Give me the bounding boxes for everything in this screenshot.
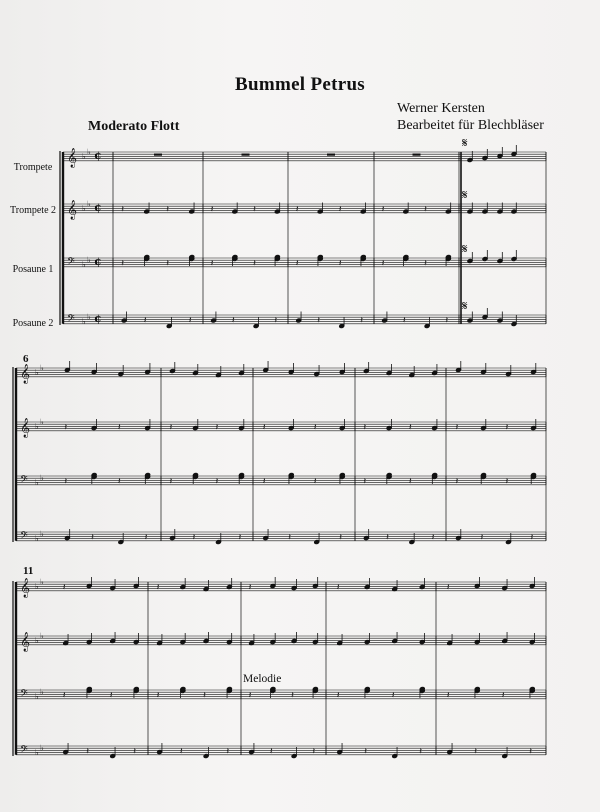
half-rest <box>154 154 162 156</box>
bass-clef-icon: 𝄢 <box>20 529 28 544</box>
quarter-rest-icon: 𝄽 <box>144 533 148 543</box>
quarter-rest-icon: 𝄽 <box>231 316 235 326</box>
quarter-rest-icon: 𝄽 <box>391 691 395 701</box>
flat-icon: ♭ <box>35 581 39 591</box>
quarter-rest-icon: 𝄽 <box>121 205 125 215</box>
quarter-rest-icon: 𝄽 <box>338 259 342 269</box>
flat-icon: ♭ <box>35 367 39 377</box>
half-rest <box>327 154 335 156</box>
measure-number-11: 11 <box>23 565 34 577</box>
quarter-rest-icon: 𝄽 <box>117 423 121 433</box>
quarter-rest-icon: 𝄽 <box>419 747 423 757</box>
quarter-rest-icon: 𝄽 <box>360 316 364 326</box>
flat-icon: ♭ <box>35 635 39 645</box>
quarter-rest-icon: 𝄽 <box>248 583 252 593</box>
quarter-rest-icon: 𝄽 <box>166 205 170 215</box>
quarter-rest-icon: 𝄽 <box>192 533 196 543</box>
common-time-icon: ¢ <box>94 201 102 214</box>
quarter-rest-icon: 𝄽 <box>91 533 94 543</box>
half-rest <box>413 154 421 156</box>
quarter-rest-icon: 𝄽 <box>166 259 170 269</box>
quarter-rest-icon: 𝄽 <box>505 477 509 487</box>
quarter-rest-icon: 𝄽 <box>445 316 449 326</box>
quarter-rest-icon: 𝄽 <box>133 747 137 757</box>
quarter-rest-icon: 𝄽 <box>269 747 273 757</box>
flat-icon: ♭ <box>35 421 39 431</box>
flat-icon: ♭ <box>35 692 39 702</box>
treble-clef-icon: 𝄞 <box>20 578 31 598</box>
segno-icon: 𝄋 <box>462 242 468 257</box>
flat-icon: ♭ <box>40 631 44 641</box>
quarter-rest-icon: 𝄽 <box>363 477 367 487</box>
quarter-rest-icon: 𝄽 <box>529 747 533 757</box>
quarter-rest-icon: 𝄽 <box>424 205 427 215</box>
flat-icon: ♭ <box>87 312 91 322</box>
quarter-rest-icon: 𝄽 <box>169 423 173 433</box>
quarter-rest-icon: 𝄽 <box>381 259 385 269</box>
common-time-icon: ¢ <box>94 255 102 268</box>
quarter-rest-icon: 𝄽 <box>86 747 90 757</box>
quarter-rest-icon: 𝄽 <box>109 691 113 701</box>
flat-icon: ♭ <box>82 260 86 270</box>
quarter-rest-icon: 𝄽 <box>336 691 340 701</box>
quarter-rest-icon: 𝄽 <box>455 423 459 433</box>
quarter-rest-icon: 𝄽 <box>64 477 68 487</box>
quarter-rest-icon: 𝄽 <box>312 747 316 757</box>
bass-clef-icon: 𝄢 <box>20 687 28 702</box>
segno-icon: 𝄋 <box>462 136 468 151</box>
flat-icon: ♭ <box>35 748 39 758</box>
quarter-rest-icon: 𝄽 <box>408 477 412 487</box>
flat-icon: ♭ <box>35 478 39 488</box>
quarter-rest-icon: 𝄽 <box>505 423 509 433</box>
treble-clef-icon: 𝄞 <box>67 148 78 168</box>
piece-title: Bummel Petrus <box>234 74 366 95</box>
quarter-rest-icon: 𝄽 <box>288 533 292 543</box>
flat-icon: ♭ <box>40 687 44 697</box>
quarter-rest-icon: 𝄽 <box>188 316 192 326</box>
quarter-rest-icon: 𝄽 <box>424 259 427 269</box>
quarter-rest-icon: 𝄽 <box>156 691 160 701</box>
quarter-rest-icon: 𝄽 <box>313 423 317 433</box>
bass-clef-icon: 𝄢 <box>67 255 75 270</box>
instrument-label-trompete: Trompete <box>13 162 53 173</box>
flat-icon: ♭ <box>40 417 44 427</box>
arrangement-note: Bearbeitet für Blechbläser <box>397 118 544 133</box>
quarter-rest-icon: 𝄽 <box>386 533 389 543</box>
composer-name: Werner Kersten <box>397 101 485 116</box>
half-rest <box>242 154 250 156</box>
flat-icon: ♭ <box>40 473 44 483</box>
measure-number-6: 6 <box>23 353 29 365</box>
quarter-rest-icon: 𝄽 <box>364 747 368 757</box>
quarter-rest-icon: 𝄽 <box>62 691 66 701</box>
treble-clef-icon: 𝄞 <box>20 632 31 652</box>
melodie-annotation: Melodie <box>243 673 282 685</box>
quarter-rest-icon: 𝄽 <box>156 583 160 593</box>
quarter-rest-icon: 𝄽 <box>226 747 230 757</box>
quarter-rest-icon: 𝄽 <box>248 691 252 701</box>
quarter-rest-icon: 𝄽 <box>117 477 121 487</box>
common-time-icon: ¢ <box>94 312 102 325</box>
treble-clef-icon: 𝄞 <box>20 364 31 384</box>
quarter-rest-icon: 𝄽 <box>480 533 484 543</box>
quarter-rest-icon: 𝄽 <box>253 259 256 269</box>
flat-icon: ♭ <box>40 363 44 373</box>
flat-icon: ♭ <box>40 577 44 587</box>
quarter-rest-icon: 𝄽 <box>291 691 294 701</box>
quarter-rest-icon: 𝄽 <box>143 316 147 326</box>
quarter-rest-icon: 𝄽 <box>274 316 278 326</box>
quarter-rest-icon: 𝄽 <box>455 477 459 487</box>
treble-clef-icon: 𝄞 <box>20 418 31 438</box>
quarter-rest-icon: 𝄽 <box>262 477 266 487</box>
instrument-label-posaune-2: Posaune 2 <box>12 318 54 329</box>
segno-icon: 𝄋 <box>462 299 468 314</box>
bass-clef-icon: 𝄢 <box>20 473 28 488</box>
quarter-rest-icon: 𝄽 <box>530 533 534 543</box>
quarter-rest-icon: 𝄽 <box>431 533 435 543</box>
bass-clef-icon: 𝄢 <box>20 743 28 758</box>
quarter-rest-icon: 𝄽 <box>253 205 256 215</box>
quarter-rest-icon: 𝄽 <box>203 691 206 701</box>
quarter-rest-icon: 𝄽 <box>179 747 183 757</box>
quarter-rest-icon: 𝄽 <box>363 423 367 433</box>
quarter-rest-icon: 𝄽 <box>215 477 219 487</box>
quarter-rest-icon: 𝄽 <box>317 316 321 326</box>
common-time-icon: ¢ <box>94 149 102 162</box>
quarter-rest-icon: 𝄽 <box>402 316 406 326</box>
quarter-rest-icon: 𝄽 <box>121 259 125 269</box>
flat-icon: ♭ <box>82 151 86 161</box>
quarter-rest-icon: 𝄽 <box>474 747 478 757</box>
segno-icon: 𝄋 <box>462 188 468 203</box>
flat-icon: ♭ <box>87 147 91 157</box>
quarter-rest-icon: 𝄽 <box>210 259 214 269</box>
flat-icon: ♭ <box>82 317 86 327</box>
quarter-rest-icon: 𝄽 <box>381 205 385 215</box>
quarter-rest-icon: 𝄽 <box>215 423 219 433</box>
quarter-rest-icon: 𝄽 <box>238 533 242 543</box>
flat-icon: ♭ <box>35 534 39 544</box>
quarter-rest-icon: 𝄽 <box>446 583 450 593</box>
flat-icon: ♭ <box>40 743 44 753</box>
quarter-rest-icon: 𝄽 <box>408 423 412 433</box>
quarter-rest-icon: 𝄽 <box>62 583 66 593</box>
quarter-rest-icon: 𝄽 <box>295 259 299 269</box>
quarter-rest-icon: 𝄽 <box>313 477 317 487</box>
quarter-rest-icon: 𝄽 <box>336 583 340 593</box>
quarter-rest-icon: 𝄽 <box>262 423 266 433</box>
quarter-rest-icon: 𝄽 <box>64 423 68 433</box>
quarter-rest-icon: 𝄽 <box>210 205 214 215</box>
instrument-label-trompete-2: Trompete 2 <box>9 205 57 216</box>
instrument-label-posaune-1: Posaune 1 <box>12 264 54 275</box>
flat-icon: ♭ <box>87 255 91 265</box>
bass-clef-icon: 𝄢 <box>67 312 75 327</box>
flat-icon: ♭ <box>87 199 91 209</box>
tempo-marking: Moderato Flott <box>88 119 180 134</box>
flat-icon: ♭ <box>40 529 44 539</box>
quarter-rest-icon: 𝄽 <box>446 691 450 701</box>
quarter-rest-icon: 𝄽 <box>295 205 299 215</box>
treble-clef-icon: 𝄞 <box>67 200 78 220</box>
quarter-rest-icon: 𝄽 <box>338 205 342 215</box>
quarter-rest-icon: 𝄽 <box>169 477 173 487</box>
quarter-rest-icon: 𝄽 <box>339 533 343 543</box>
flat-icon: ♭ <box>82 203 86 213</box>
quarter-rest-icon: 𝄽 <box>501 691 505 701</box>
